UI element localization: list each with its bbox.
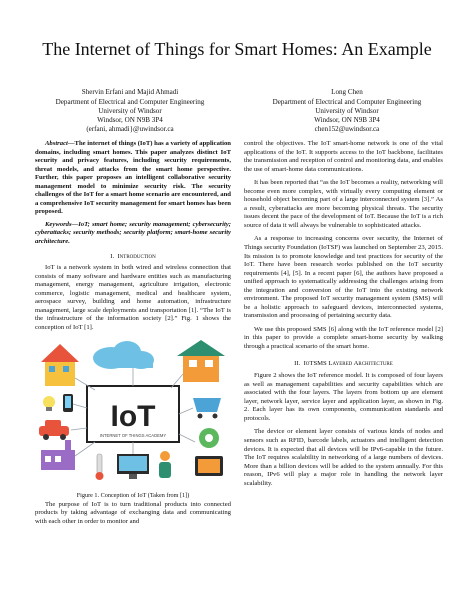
- abstract-text: —The internet of things (IoT) has a variety of application domains, including smart homes. This paper analyzes distinct IoT security and privacy features, including security requirements, threat models, and attacks from the smart home perspective. Further, this paper proposes an intelligent collaborative security management model to minimize security risk. The security challenges of the IoT for a smart home scenario are encountered, and a comprehensive IoT security management for smart homes has been proposed.: [35, 140, 231, 216]
- right-paragraph-1: control the objectives. The IoT smart-home network is one of the vital applications of the IoT. It supports access to the IoT backbone, facilitates the transmission and reception of control and monitoring data, and enables the use of smart-home data communications.: [244, 140, 443, 173]
- author-city: Windsor, ON N9B 3P4: [97, 115, 163, 124]
- author-university: University of Windsor: [315, 106, 379, 115]
- author-department: Department of Electrical and Computer Engineering: [272, 97, 422, 106]
- author-email: chen152@uwindsor.ca: [314, 124, 380, 133]
- section-title: IoTSMS Layered Architecture: [303, 359, 393, 367]
- abstract: [35, 140, 231, 217]
- right-paragraph-4: We use this proposed SMS [6] along with the IoT reference model [2] in this paper to provide a complete smart-home security by walking through a practical scenario of the smart home.: [244, 325, 443, 351]
- section-heading-introduction: [35, 253, 231, 262]
- left-column: [35, 140, 231, 526]
- section-heading-layered-architecture: [244, 360, 443, 369]
- figure-caption: Figure 1. Conception of IoT (Taken from [1]): [76, 492, 190, 500]
- author-university: University of Windsor: [98, 106, 162, 115]
- paper-title: The Internet of Things for Smart Homes: An Example: [42, 39, 432, 59]
- author-block-right: [222, 88, 472, 134]
- right-column: [244, 140, 443, 488]
- keywords-text: —IoT; smart home; security management; cybersecurity; cyberattacks; security methods; security platform; smart-home security architecture.: [35, 220, 231, 246]
- abstract-label: Abstract: [45, 140, 68, 147]
- figure-1-iot-concept: [35, 338, 231, 490]
- iot-concept-illustration: [35, 338, 231, 486]
- keywords: [35, 221, 231, 247]
- intro-paragraph-1: IoT is a network system in both wired and wireless connection that consists of many software and hardware entities such as manufacturing management, energy management, agriculture irrigation, electronic commerce, logistic management, medical and healthcare system, aerospace survey, building and home automation, infrastructure management, large scale deployments and transportation [1]. “The IoT is the infrastructure of the information society [2].” Fig. 1 shows the conception of IoT [1].: [35, 264, 231, 331]
- right-paragraph-6: The device or element layer consists of various kinds of nodes and sensors such as RFID, barcode labels, actuators and intelligent detection devices. It is expected that all devices will be IPv6-capable in the future. The IoT requires scalability in networking of a large numbers of devices. More than a billion devices will be added to the system annually. For this reason, IPv6 will play a major role in handling the network layer scalability.: [244, 428, 443, 487]
- section-number: II.: [294, 359, 301, 367]
- author-block-left: [5, 88, 255, 134]
- author-names: Long Chen: [331, 88, 363, 96]
- iot-logo-subtitle: INTERNET OF THINGS ACADEMY: [99, 433, 167, 439]
- right-paragraph-3: As a response to increasing concerns over security, the Internet of Things security Foundation (IoTSF) was launched on September 23, 2015. Its mission is to promote knowledge and test practices for security of the IoT. There have been research works published on the IoT security requirements [4], [5]. In a recent paper [6], the authors have proposed a unified approach to systematically addressing the challenges arising from the integration and conversion of the IoT into the existing network environment. The proposed IoT security management system (SMS) will be a holistic approach to safeguard devices, interconnected systems, transmission and processing of pertaining security data.: [244, 235, 443, 320]
- phone-icon: [63, 394, 73, 412]
- iot-logo: [87, 386, 179, 442]
- right-paragraph-5: Figure 2 shows the IoT reference model. It is composed of four layers as well as management capabilities and security capabilities which are associated with the four layers. The layers from bottom up are element layer, network layer, service layer and application layer, as shown in Fig. 2. Each layer has its own components, communication standards and protocols.: [244, 372, 443, 422]
- person-icon: [159, 451, 171, 478]
- section-number: I.: [110, 252, 115, 260]
- tablet-icon: [195, 456, 223, 476]
- intro-paragraph-2: The purpose of IoT is to turn traditional products into connected products by taking advantage of exchanging data and communicating with each other in order to monitor and: [35, 500, 231, 525]
- iot-logo-text: IoT: [110, 400, 156, 434]
- right-paragraph-2: It has been reported that “as the IoT becomes a reality, networking will become even more complex, with virtually every computing element or household object becoming part of a large interconnected system [3].” As a result, cyberattacks are more becoming physical threats. The security issues decent the pace of the development of IoT. Because the IoT is a rich source of data it will always be vulnerable to sophisticated attacks.: [244, 179, 443, 229]
- author-city: Windsor, ON N9B 3P4: [314, 115, 380, 124]
- author-email: (erfani, ahmadi}@uwindsor.ca: [86, 124, 174, 133]
- author-names: Shervin Erfani and Majid Ahmadi: [81, 88, 179, 96]
- section-title: Introduction: [117, 252, 156, 260]
- keywords-label: Keywords: [45, 220, 72, 228]
- gear-icon: [199, 428, 219, 448]
- author-department: Department of Electrical and Computer Engineering: [55, 97, 205, 106]
